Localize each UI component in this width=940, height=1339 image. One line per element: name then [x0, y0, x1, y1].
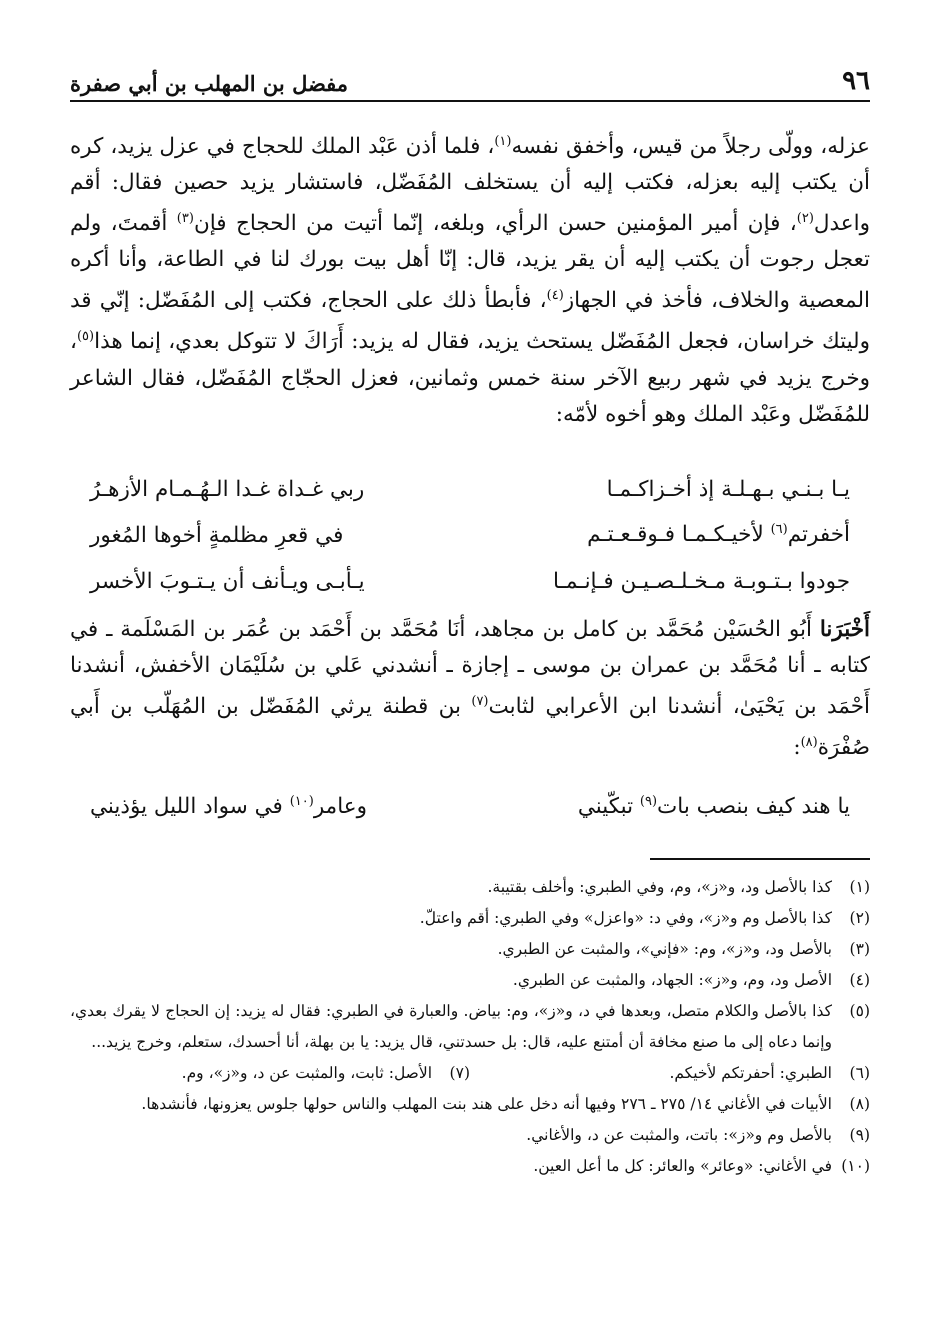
text-span: أقمتَ، ولم تعجل رجوت أن يكتب إليه أن يقر يزيد، قال: إنّا أهل بيت بورك لنا في الطاعة، وأنا أكره المعصية والخلاف، فأخذ في الجهاز [70, 211, 871, 314]
footnote-item [70, 1120, 870, 1151]
text-span: وعامر [313, 794, 367, 820]
footnote-item [70, 1089, 870, 1120]
footnote-divider [650, 858, 870, 860]
second-hemistich [90, 794, 440, 819]
footnote-number: (١٠) [841, 1157, 870, 1175]
footnote-text: كذا بالأصل وم و«ز»، وفي د: «واعزل» وفي الطبري: أقم واعتلّ. [419, 909, 832, 927]
paragraph-text [70, 612, 870, 766]
verse-line [90, 466, 850, 512]
footnote-text: بالأصل وم و«ز»: باتت، والمثبت عن د، والأغاني. [526, 1126, 832, 1144]
text-span: تبكّيني [577, 794, 640, 820]
footnote-text: الأبيات في الأغاني ١٤/ ٢٧٥ ـ ٢٧٦ وفيها أنه دخل على هند بنت المهلب والناس حولها جلوس يعزونها، فأنشدها. [141, 1095, 832, 1113]
footnote-ref[interactable]: (٧) [471, 694, 489, 709]
text-span: أخفرتم [787, 522, 850, 548]
footnote-number: (٣) [849, 940, 870, 958]
text-span: في سواد الليل يؤذيني [90, 794, 290, 820]
isnad-lead: أَخْبَرَنا [819, 617, 870, 642]
footnote-number: (٩) [849, 1126, 870, 1144]
text-span: ، فأبطأ ذلك على الحجاج، فكتب إلى المُفَضّل: إنّي قد وليتك خراسان، فجعل المُفَضّل يستحث يزيد، فقال له يزيد: أَرَاكَ لا تتوكل بعدي، إنما هذا [70, 288, 870, 355]
second-hemistich: ربي غـداة غـدا الـهُـمـام الأزهـرُ [90, 476, 365, 502]
footnote-number: (٦) [849, 1064, 870, 1082]
text-span: ، وخرج يزيد في شهر ربيع الآخر سنة خمس وثمانين، فعزل الحجّاج المُفَضّل، فقال الشاعر للمُفَضّل وعَبْد الملك وهو أخوه لأمّه: [70, 329, 870, 427]
first-hemistich [500, 794, 850, 819]
first-hemistich: جودوا بـتـوبـة مـخـلـصـيـن فـإنـمـا [552, 568, 850, 594]
footnote-ref[interactable]: (٢) [796, 211, 814, 227]
footnote-text: في الأغاني: «وعائر» والعائر: كل ما أعل العين. [533, 1157, 832, 1175]
footnote-item [70, 996, 870, 1058]
running-title: مفضل بن المهلب بن أبي صفرة [70, 71, 349, 96]
verse-line [90, 512, 850, 558]
first-hemistich: يـا بـنـي بـهـلـة إذ أخـزاكـمـا [606, 476, 850, 502]
footnote-number: (٤) [849, 971, 870, 989]
footnote-text: الأصل ود، وم، و«ز»: الجهاد، والمثبت عن الطبري. [512, 971, 832, 989]
footnote-item [70, 965, 870, 996]
second-hemistich: في قعرِ مظلمةٍ أخوها المُغور [90, 522, 344, 548]
footnote-ref[interactable]: (٩) [639, 794, 658, 810]
text-span: لأخيـكـمـا فـوقـعـتـم [587, 522, 771, 548]
page-header [70, 52, 870, 102]
footnote-number: (٢) [849, 909, 870, 927]
page-number: ٩٦ [842, 66, 870, 96]
footnote-number: (٧) [449, 1064, 470, 1082]
poem-block-2 [90, 784, 850, 830]
footnote-item [70, 934, 870, 965]
isnad-paragraph [70, 612, 870, 766]
second-hemistich: يـأبـى ويـأنف أن يـتـوبَ الأخسر [90, 568, 365, 594]
footnote-item [70, 1058, 470, 1089]
paragraph-text [70, 124, 870, 433]
text-span: أَبُو الحُسَيْن مُحَمَّد بن كامل بن مجاهد، أنَا مُحَمَّد بن أَحْمَد بن عُمَر بن المَسْلَمة ـ في كتابه ـ أنا مُحَمَّد بن عمران بن موسى ـ إجازة ـ أنشدني عَلي بن سُلَيْمَان الأخفش، أنشدنا أَحْمَد بن يَحْيَىٰ، أنشدنا ابن الأعرابي لثابت [70, 617, 870, 720]
poem-block-1 [90, 466, 850, 604]
verse-line [90, 558, 850, 604]
verse-line [90, 784, 850, 830]
footnote-item [70, 903, 870, 934]
footnote-pair [70, 1058, 870, 1089]
footnote-item [70, 872, 870, 903]
text-span: يا هند كيف بنصب بات [657, 794, 850, 820]
first-hemistich [500, 522, 850, 547]
footnote-ref[interactable]: (١) [494, 134, 512, 149]
footnote-ref[interactable]: (٣) [176, 211, 194, 227]
footnotes [70, 872, 870, 1182]
main-paragraph [70, 124, 870, 433]
footnote-number: (٥) [849, 1002, 870, 1020]
text-span: عزله، وولّى رجلاً من قيس، وأخفق نفسه [511, 134, 870, 160]
text-span: : [793, 735, 801, 761]
footnote-text: الطبري: أحفرتكم لأخيكم. [669, 1064, 832, 1082]
footnote-text: كذا بالأصل والكلام متصل، وبعدها في د، و«ز»، وم: بياض. والعبارة في الطبري: فقال له يزيد: إن الحجاج لا يقرك بعدي، وإنما دعاه إلى ما صنع مخافة أن أمتنع عليه، قال: بل حسدتني، قال يزيد: يا بن بهلة، أنا أحسدك، ستعلم، وخرج يزيد... [70, 1002, 832, 1051]
footnote-ref[interactable]: (٦) [770, 522, 788, 538]
footnote-text: الأصل: ثابت، والمثبت عن د، و«ز»، وم. [181, 1064, 432, 1082]
footnote-text: كذا بالأصل ود، و«ز»، وم، وفي الطبري: وأخلف بقتيبة. [487, 878, 832, 896]
footnote-number: (١) [849, 878, 870, 896]
text-span: ، فلما أذن عَبْد الملك للحجاج في عزل يزيد، كره أن يكتب إليه بعزله، فكتب إليه أن يستخلف المُفَضّل، فاستشار يزيد حصين فقال: أقم واعدل [70, 134, 870, 237]
footnote-ref[interactable]: (٤) [546, 288, 564, 304]
footnote-item [70, 1151, 870, 1182]
footnote-text: بالأصل ود، و«ز»، وم: «فإني»، والمثبت عن الطبري. [497, 940, 832, 958]
footnote-ref[interactable]: (٥) [76, 329, 95, 345]
text-span: ، فإن أمير المؤمنين حسن الرأي، وبلغه، إنّما أتيت من الحجاج فإن [193, 211, 797, 237]
footnote-ref[interactable]: (١٠) [289, 794, 314, 810]
footnote-number: (٨) [849, 1095, 870, 1113]
footnote-item [470, 1058, 870, 1089]
footnote-ref[interactable]: (٨) [800, 735, 818, 751]
text-span: بن قطنة يرثي المُفَضّل بن المُهَلّب بن أَبي صُفْرَة [70, 694, 870, 761]
